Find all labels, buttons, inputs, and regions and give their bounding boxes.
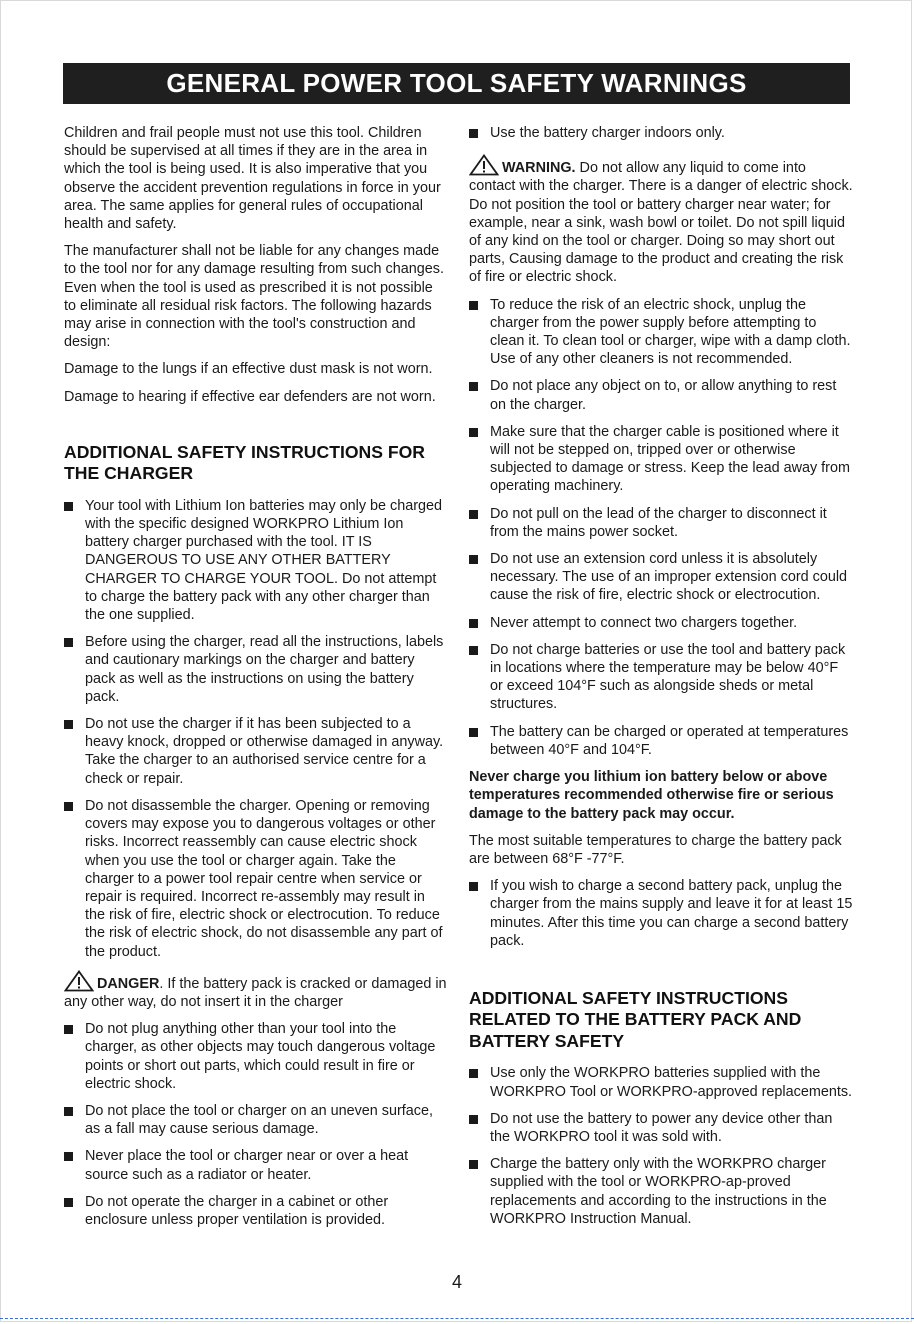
paragraph: The most suitable temperatures to charge the battery pack are between 68°F -77°F.: [469, 832, 842, 867]
right-column: [469, 124, 853, 1237]
list-item: Do not use the charger if it has been subjected to a heavy knock, dropped or otherwise damaged in anyway. Take the charger to an authorised service centre for a check or repair.: [64, 715, 448, 788]
list-item: Make sure that the charger cable is positioned where it will not be stepped on, tripped over or otherwise subjected to damage or stress. Keep the lead away from operating machinery.: [469, 423, 853, 496]
list-item: To reduce the risk of an electric shock, unplug the charger from the power supply before attempting to clean it. To clean tool or charger, wipe with a damp cloth. Use of any other cleaners is not recommended.: [469, 296, 853, 369]
section-heading-battery: ADDITIONAL SAFETY INSTRUCTIONS RELATED TO THE BATTERY PACK AND BATTERY SAFETY: [469, 987, 802, 1051]
paragraph: Damage to the lungs if an effective dust mask is not worn.: [64, 361, 433, 378]
temperature-warning: Never charge you lithium ion battery below or above temperatures recommended otherwise fire or serious damage to the battery pack may occur.: [469, 769, 834, 822]
paragraph: The manufacturer shall not be liable for any changes made to the tool nor for any damage resulting from such changes. Even when the tool is used as prescribed it is not possible to eliminate all residual risk factors. The following hazards may arise in connection with the tool's construction and design:: [64, 243, 444, 351]
list-item: If you wish to charge a second battery pack, unplug the charger from the mains supply and leave it for at least 15 minutes. After this time you can charge a second battery pack.: [469, 877, 853, 950]
paragraph: Children and frail people must not use this tool. Children should be supervised at all times if they are in the area in which the tool is being used. It is also imperative that you observe the accident prevention regulations in force in your area. The same applies for general rules of occupational health and safety.: [64, 125, 441, 233]
list-item: Never place the tool or charger near or over a heat source such as a radiator or heater.: [64, 1147, 448, 1183]
list-item: Never attempt to connect two chargers together.: [469, 614, 853, 632]
warning-notice: [469, 154, 853, 286]
list-item: Do not use the battery to power any device other than the WORKPRO tool it was sold with.: [469, 1110, 853, 1146]
danger-label: DANGER: [97, 975, 160, 992]
warning-text: Do not allow any liquid to come into contact with the charger. There is a danger of electric shock. Do not position the tool or battery charger near water; for example, near a sink, wash bowl or toilet. Do not spill liquid of any kind on the tool or charger. Doing so may short out parts, Causing damage to the product and creating the risk of fire or electric shock.: [469, 160, 853, 286]
list-item: Use the battery charger indoors only.: [469, 124, 853, 142]
danger-text: . If the battery pack is cracked or damaged in any other way, do not insert it in the charger: [64, 975, 447, 1010]
list-item: Your tool with Lithium Ion batteries may only be charged with the specific designed WORKPRO Lithium Ion battery charger purchased with the tool. IT IS DANGEROUS TO USE ANY OTHER BATTERY CHARGER TO CHARGE YOUR TOOL. Do not attempt to charge the battery pack with any other charger than the one supplied.: [64, 497, 448, 624]
list-item: Do not operate the charger in a cabinet or other enclosure unless proper ventilation is provided.: [64, 1193, 448, 1229]
page-number: 4: [451, 1272, 462, 1292]
warning-triangle-icon: [64, 970, 94, 992]
left-column: [64, 124, 448, 1238]
list-item: Before using the charger, read all the instructions, labels and cautionary markings on the charger and battery pack as well as the instructions on using the battery pack.: [64, 633, 448, 706]
list-item: Use only the WORKPRO batteries supplied with the WORKPRO Tool or WORKPRO-approved replacements.: [469, 1064, 853, 1100]
list-item: Do not plug anything other than your tool into the charger, as other objects may touch dangerous voltage points or short out parts, which could result in fire or electric shock.: [64, 1020, 448, 1093]
page-title: GENERAL POWER TOOL SAFETY WARNINGS: [63, 63, 850, 104]
list-item: Do not pull on the lead of the charger to disconnect it from the mains power socket.: [469, 505, 853, 541]
page-bottom-rule: [0, 1318, 914, 1319]
list-item: The battery can be charged or operated at temperatures between 40°F and 104°F.: [469, 723, 853, 759]
list-item: Do not place any object on to, or allow anything to rest on the charger.: [469, 377, 853, 413]
list-item: Charge the battery only with the WORKPRO charger supplied with the tool or WORKPRO-ap-proved replacements and according to the instructions in the WORKPRO Instruction Manual.: [469, 1155, 853, 1228]
list-item: Do not disassemble the charger. Opening or removing covers may expose you to dangerous voltages or other risks. Incorrect reassembly can cause electric shock when you use the tool or charger again. Take the charger to a power tool repair centre when service or repair is required. Incorrect re-assembly may result in the risk of fire, electric shock or electrocution. To reduce the risk of electric shock, do not disassemble any part of the product.: [64, 797, 448, 961]
list-item: Do not place the tool or charger on an uneven surface, as a fall may cause serious damage.: [64, 1102, 448, 1138]
list-item: Do not use an extension cord unless it is absolutely necessary. The use of an improper extension cord could cause the risk of fire, electric shock or electrocution.: [469, 550, 853, 605]
paragraph: Damage to hearing if effective ear defenders are not worn.: [64, 388, 436, 405]
list-item: Do not charge batteries or use the tool and battery pack in locations where the temperature may be below 40°F or exceed 104°F such as alongside sheds or metal structures.: [469, 641, 853, 714]
warning-label: WARNING.: [502, 160, 576, 177]
warning-triangle-icon: [469, 154, 499, 176]
danger-notice: [64, 970, 448, 1011]
section-heading-charger: ADDITIONAL SAFETY INSTRUCTIONS FOR THE CHARGER: [64, 441, 426, 484]
